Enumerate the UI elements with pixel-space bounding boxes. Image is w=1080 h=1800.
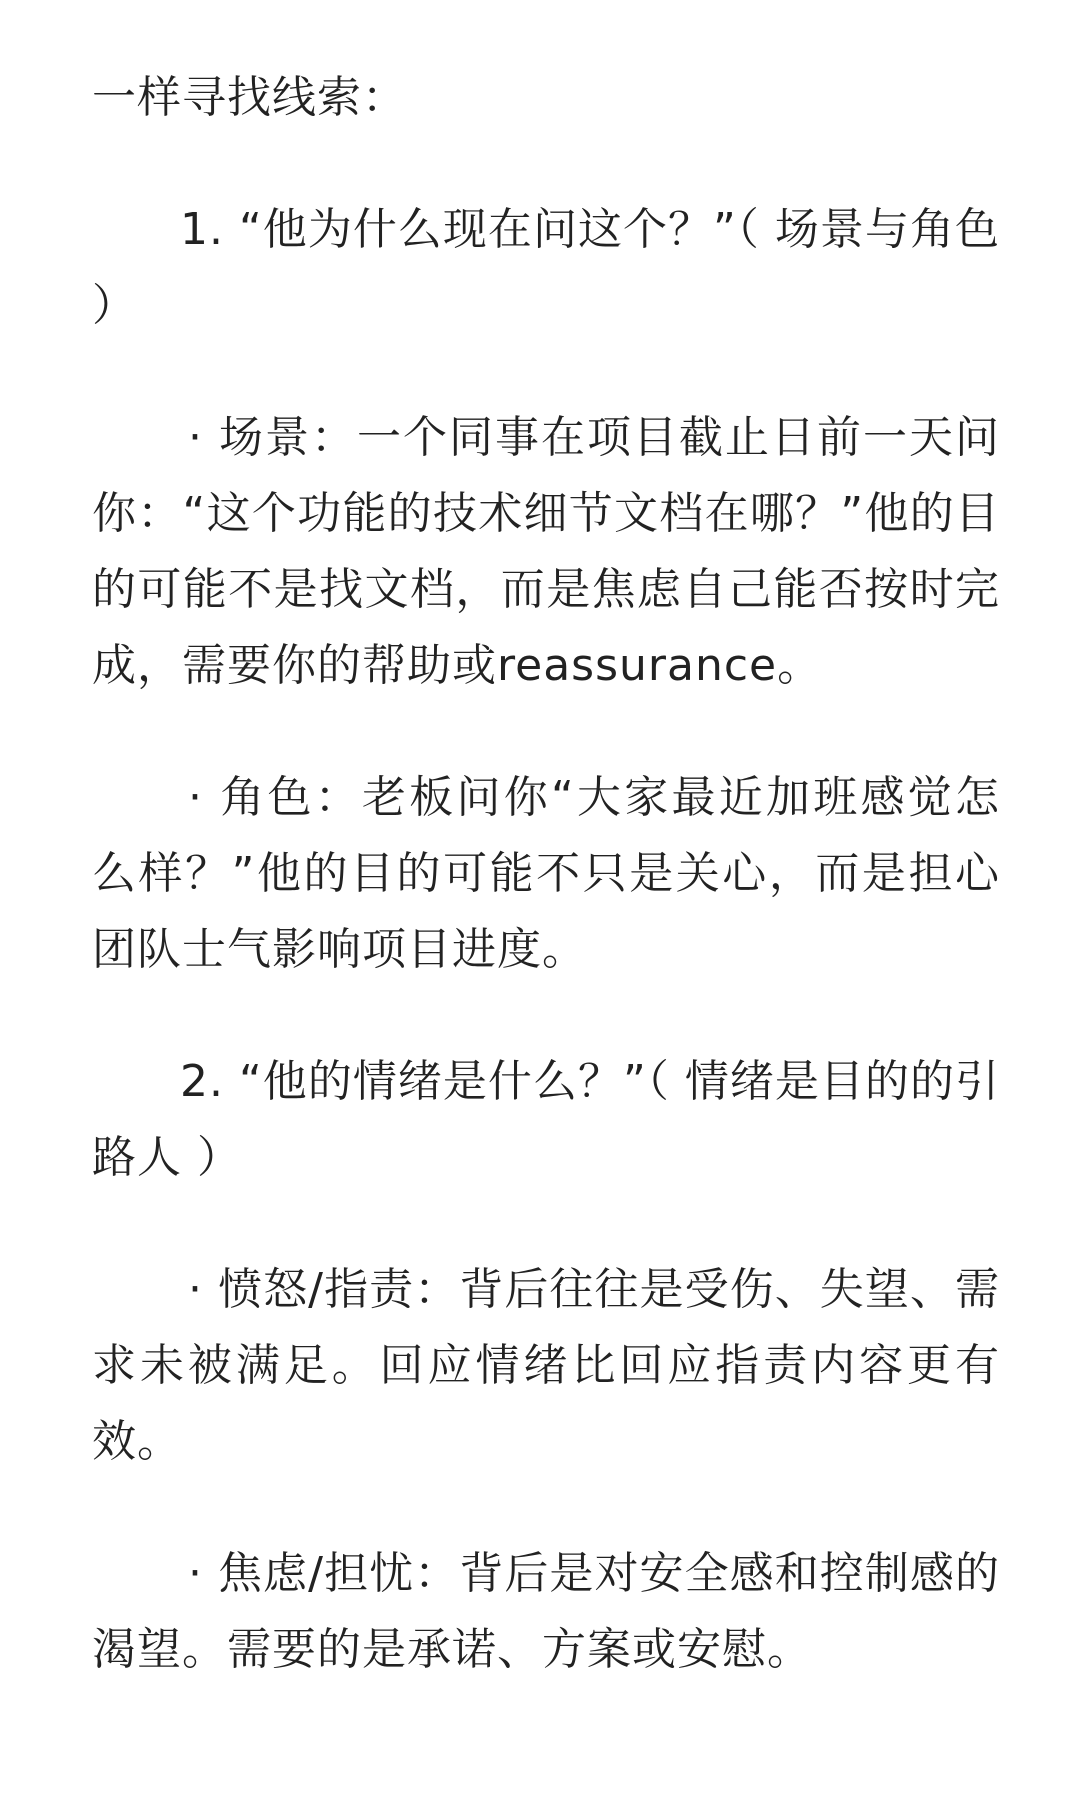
- section-2-heading: 2. “他的情绪是什么？”（ 情绪是目的的引路人 ）: [92, 1056, 1000, 1183]
- section-2-bullet-anger: · 愤怒/指责：背后往往是受伤、失望、需求未被满足。回应情绪比回应指责内容更有效。: [92, 1264, 1000, 1467]
- section-1-heading: 1. “他为什么现在问这个？”（ 场景与角色 ）: [92, 204, 1000, 331]
- intro-text: 一样寻找线索：: [92, 72, 407, 123]
- section-1-bullet-scene: · 场景：一个同事在项目截止日前一天问你：“这个功能的技术细节文档在哪？”他的目的可能不是找文档，而是焦虑自己能否按时完成，需要你的帮助或reassurance。: [92, 412, 1000, 691]
- section-2-bullet-anxiety: · 焦虑/担忧：背后是对安全感和控制感的渴望。需要的是承诺、方案或安慰。: [92, 1548, 1000, 1675]
- section-1-bullet-role: · 角色：老板问你“大家最近加班感觉怎么样？”他的目的可能不只是关心，而是担心团队士气影响项目进度。: [92, 772, 1000, 975]
